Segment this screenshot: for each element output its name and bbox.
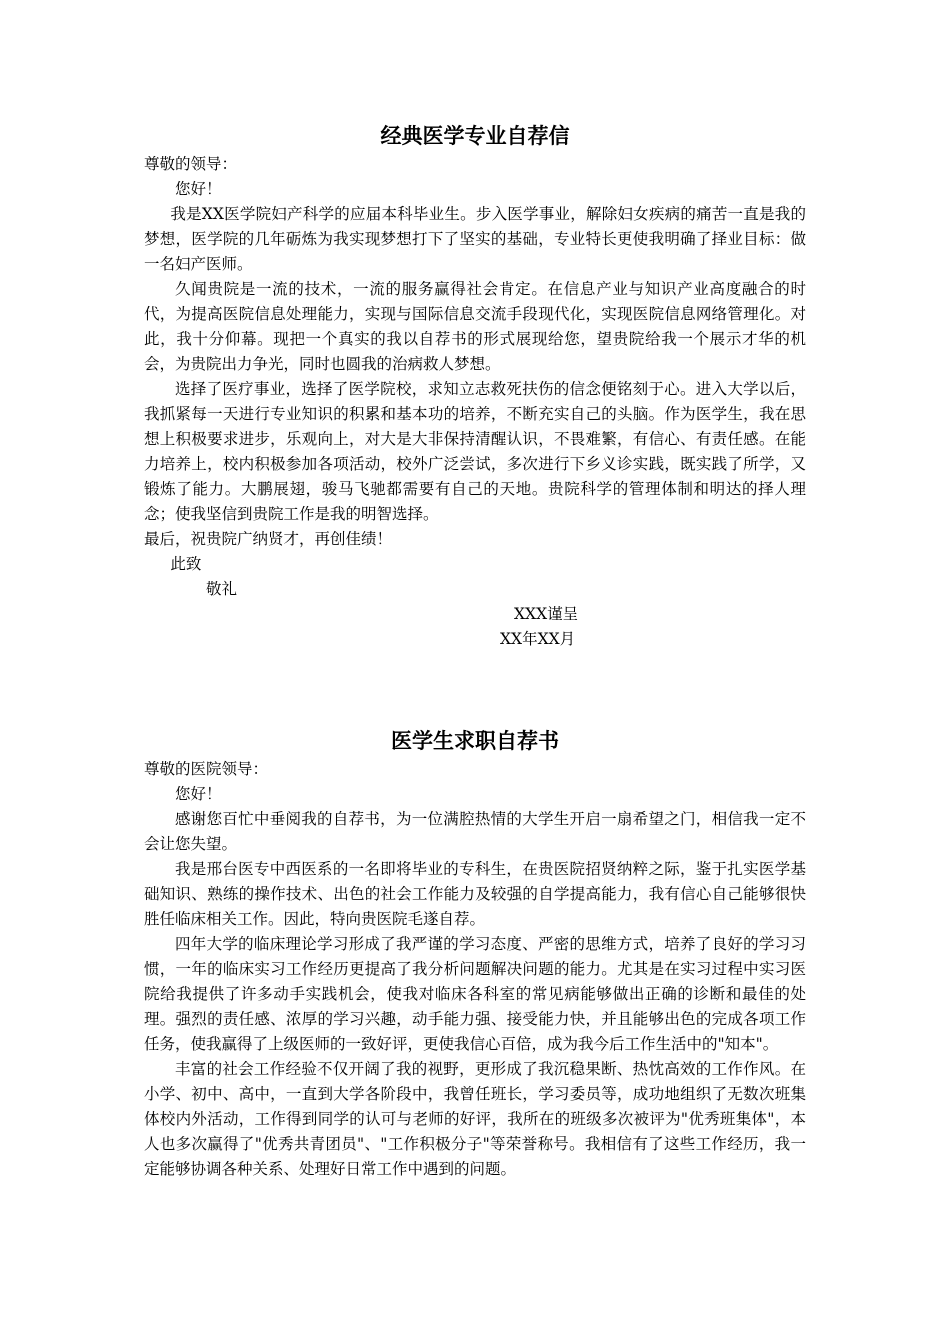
letter2-paragraph-2: 我是邢台医专中西医系的一名即将毕业的专科生，在贵医院招贤纳粹之际，鉴于扎实医学基础知识、熟练的操作技术、出色的社会工作能力及较强的自学提高能力，我有信心自己能够很快胜任临床相关工作。因此，特向贵医院毛遂自荐。 [144,860,806,928]
letter1-paragraph-1: 我是XX医学院妇产科学的应届本科毕业生。步入医学事业，解除妇女疾病的痛苦一直是我的梦想，医学院的几年砺炼为我实现梦想打下了坚实的基础，专业特长更使我明确了择业目标：做一名妇产医师。 [144,205,806,273]
letter2-paragraph-4: 丰富的社会工作经验不仅开阔了我的视野，更形成了我沉稳果断、热忱高效的工作作风。在小学、初中、高中，一直到大学各阶段中，我曾任班长，学习委员等，成功地组织了无数次班集体校内外活动，工作得到同学的认可与老师的好评，我所在的班级多次被评为"优秀班集体"，本人也多次赢得了"优秀共青团员"、"工作积极分子"等荣誉称号。我相信有了这些工作经历，我一定能够协调各种关系、处理好日常工作中遇到的问题。 [144,1060,806,1178]
letter1-salutation: 尊敬的领导： [144,155,238,173]
document-content [144,120,806,1182]
letter2-salutation: 尊敬的医院领导： [144,760,269,778]
letter1-date: XX年XX月 [500,630,576,648]
section-gap [144,652,806,725]
letter1-greeting: 您好！ [175,180,222,198]
letter1-paragraph-3: 选择了医疗事业，选择了医学院校，求知立志救死扶伤的信念便铭刻于心。进入大学以后，我抓紧每一天进行专业知识的积累和基本功的培养，不断充实自己的头脑。作为医学生，我在思想上积极要求进步，乐观向上，对大是大非保持清醒认识，不畏难繁，有信心、有责任感。在能力培养上，校内积极参加各项活动，校外广泛尝试，多次进行下乡义诊实践，既实践了所学，又锻炼了能力。大鹏展翅，骏马飞驰都需要有自己的天地。贵院科学的管理体制和明达的择人理念；使我坚信到贵院工作是我的明智选择。 [144,380,806,523]
letter2-title: 医学生求职自荐书 [391,728,559,753]
letter1-title: 经典医学专业自荐信 [380,123,570,148]
letter2-greeting: 您好！ [175,785,222,803]
letter1-cizhi: 此致 [170,555,202,573]
letter1-closing: 最后，祝贵院广纳贤才，再创佳绩！ [144,530,393,548]
letter1-paragraph-2: 久闻贵院是一流的技术，一流的服务赢得社会肯定。在信息产业与知识产业高度融合的时代，为提高医院信息处理能力，实现与国际信息交流手段现代化，实现医院信息网络管理化。对此，我十分仰幕。现把一个真实的我以自荐书的形式展现给您，望贵院给我一个展示才华的机会，为贵院出力争光，同时也圆我的治病救人梦想。 [144,280,806,373]
letter2-paragraph-1: 感谢您百忙中垂阅我的自荐书，为一位满腔热情的大学生开启一扇希望之门，相信我一定不会让您失望。 [144,810,806,853]
letter1-signature: XXX谨呈 [514,605,579,623]
letter1-jingli: 敬礼 [206,580,238,598]
letter2-paragraph-3: 四年大学的临床理论学习形成了我严谨的学习态度、严密的思维方式，培养了良好的学习习惯，一年的临床实习工作经历更提高了我分析问题解决问题的能力。尤其是在实习过程中实习医院给我提供了许多动手实践机会，使我对临床各科室的常见病能够做出正确的诊断和最佳的处理。强烈的责任感、浓厚的学习兴趣，动手能力强、接受能力快，并且能够出色的完成各项工作任务，使我赢得了上级医师的一致好评，更使我信心百倍，成为我今后工作生活中的"知本"。 [144,935,806,1053]
